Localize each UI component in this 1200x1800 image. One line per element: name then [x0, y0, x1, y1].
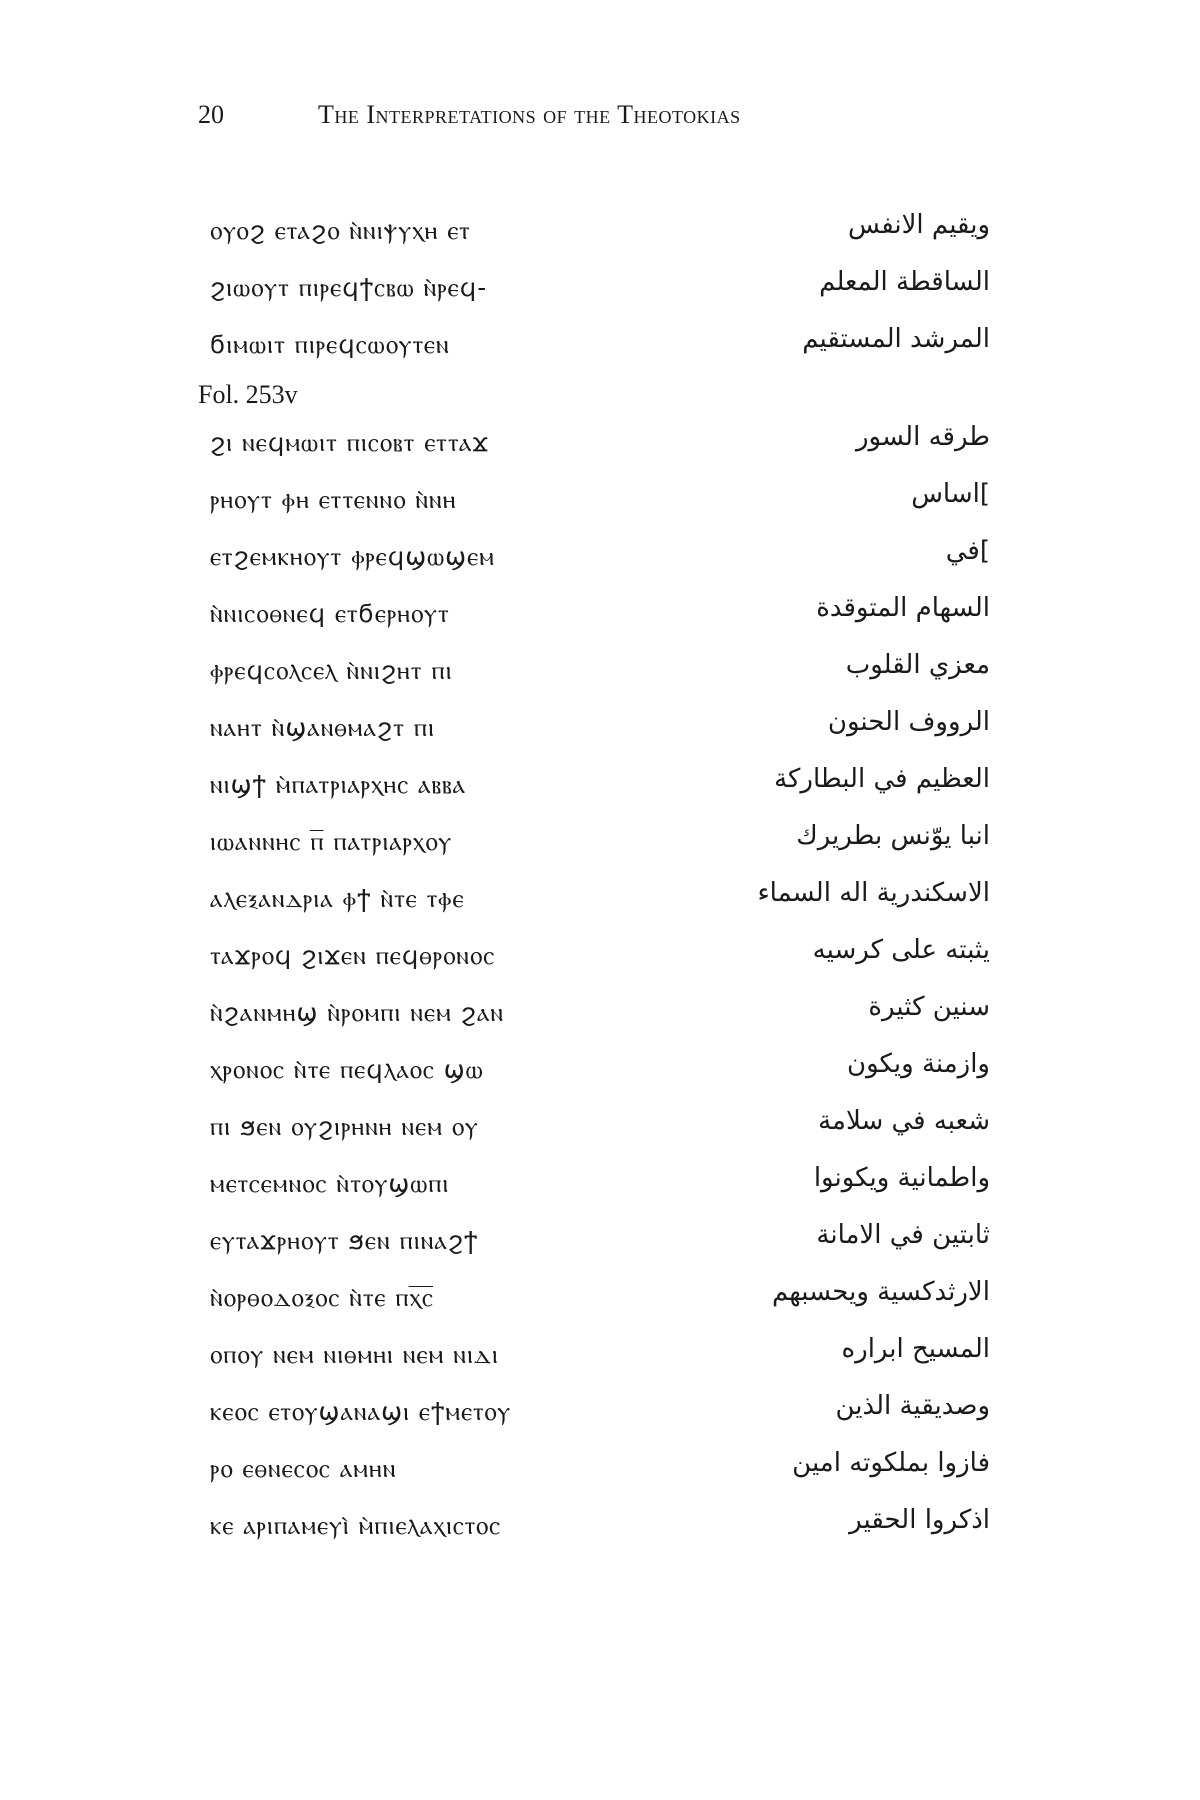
coptic-text: ϩⲓⲱⲟⲩⲧ ⲡⲓⲣⲉϥϯⲥⲃⲱ ⲛ̀ⲣⲉϥ-	[210, 273, 488, 302]
coptic-text: ⲣⲏⲟⲩⲧ ⲫⲏ ⲉⲧⲧⲉⲛⲛⲟ ⲛ̀ⲛⲏ	[210, 485, 457, 514]
arabic-text: الرووف الحنون	[827, 707, 990, 737]
text-line	[210, 992, 990, 1036]
arabic-text: وازمنة ويكون	[847, 1049, 990, 1079]
arabic-text: الاسكندرية اله السماء	[757, 878, 990, 908]
text-line	[210, 1277, 990, 1321]
text-line	[210, 593, 990, 637]
text-line	[210, 878, 990, 922]
text-line	[210, 1049, 990, 1093]
coptic-text: ⲟⲡⲟⲩ ⲛⲉⲙ ⲛⲓⲑⲙⲏⲓ ⲛⲉⲙ ⲛⲓⲇⲓ	[210, 1340, 499, 1369]
coptic-text: ϩⲓ ⲛⲉϥⲙⲱⲓⲧ ⲡⲓⲥⲟⲃⲧ ⲉⲧⲧⲁϫ	[210, 428, 490, 457]
coptic-text: ⲣⲟ ⲉⲑⲛⲉⲥⲟⲥ ⲁⲙⲏⲛ	[210, 1454, 397, 1483]
coptic-text: ⲛ̀ⲟⲣⲑⲟⲇⲟⲝⲟⲥ ⲛ̀ⲧⲉ ⲡⲭ̅ⲥ̅	[210, 1283, 434, 1312]
coptic-text: ⲉⲩⲧⲁϫⲣⲏⲟⲩⲧ ϧⲉⲛ ⲡⲓⲛⲁϩϯ	[210, 1226, 479, 1255]
folio-marker: Fol. 253v	[198, 380, 298, 409]
text-line	[210, 935, 990, 979]
text-line	[210, 821, 990, 865]
arabic-text: يثبته على كرسيه	[812, 935, 990, 965]
coptic-text: ⲛⲓϣϯ ⲙ̀ⲡⲁⲧⲣⲓⲁⲣⲭⲏⲥ ⲁⲃⲃⲁ	[210, 770, 467, 799]
arabic-text: واطمانية ويكونوا	[813, 1163, 990, 1193]
arabic-text: ويقيم الانفس	[848, 210, 990, 240]
arabic-text: انبا يوّنس بطريرك	[796, 821, 990, 851]
text-line	[210, 1163, 990, 1207]
arabic-text: سنين كثيرة	[868, 992, 990, 1022]
text-line	[210, 764, 990, 808]
coptic-text: ⲉⲧϩⲉⲙⲕⲏⲟⲩⲧ ⲫⲣⲉϥϣⲱϣⲉⲙ	[210, 542, 495, 571]
arabic-text: المسيح ابراره	[841, 1334, 990, 1364]
arabic-text: العظيم في البطاركة	[774, 764, 990, 794]
coptic-text: ⲟⲩⲟϩ ⲉⲧⲁϩⲟ ⲛ̀ⲛⲓⲯⲩⲭⲏ ⲉⲧ	[210, 216, 471, 245]
text-line	[210, 1220, 990, 1264]
text-line	[210, 536, 990, 580]
arabic-text: ]اساس	[911, 479, 990, 509]
text-line	[210, 267, 990, 311]
arabic-text: ]في	[945, 536, 990, 566]
arabic-text: الارثدكسية ويحسبهم	[771, 1277, 990, 1307]
arabic-text: السهام المتوقدة	[816, 593, 990, 623]
text-line	[210, 707, 990, 751]
running-header	[0, 100, 1200, 140]
text-line	[210, 422, 990, 466]
coptic-text: ⲙⲉⲧⲥⲉⲙⲛⲟⲥ ⲛ̀ⲧⲟⲩϣⲱⲡⲓ	[210, 1169, 450, 1198]
text-line	[210, 650, 990, 694]
running-title: The Interpretations of the Theotokias	[318, 100, 741, 129]
arabic-text: ثابتين في الامانة	[816, 1220, 990, 1250]
text-line	[210, 324, 990, 368]
coptic-text: ⲫⲣⲉϥⲥⲟⲗⲥⲉⲗ ⲛ̀ⲛⲓϩⲏⲧ ⲡⲓ	[210, 656, 453, 685]
coptic-text: ⲭⲣⲟⲛⲟⲥ ⲛ̀ⲧⲉ ⲡⲉϥⲗⲁⲟⲥ ϣⲱ	[210, 1055, 484, 1084]
text-line	[210, 1334, 990, 1378]
arabic-text: المرشد المستقيم	[802, 324, 990, 354]
arabic-text: طرقه السور	[856, 422, 990, 452]
coptic-text: ⲕⲉ ⲁⲣⲓⲡⲁⲙⲉⲩⲓ̀ ⲙ̀ⲡⲓⲉⲗⲁⲭⲓⲥⲧⲟⲥ	[210, 1511, 502, 1540]
coptic-text: ⲕⲉⲟⲥ ⲉⲧⲟⲩϣⲁⲛⲁϣⲓ ⲉϯⲙⲉⲧⲟⲩ	[210, 1397, 512, 1426]
coptic-text: ⲁⲗⲉⲝⲁⲛⲇⲣⲓⲁ ⲫϯ ⲛ̀ⲧⲉ ⲧⲫⲉ	[210, 884, 465, 913]
coptic-text: ⲛ̀ϩⲁⲛⲙⲏϣ ⲛ̀ⲣⲟⲙⲡⲓ ⲛⲉⲙ ϩⲁⲛ	[210, 998, 505, 1027]
text-line	[210, 210, 990, 254]
coptic-text: ⲓⲱⲁⲛⲛⲏⲥ ⲡ̅ ⲡⲁⲧⲣⲓⲁⲣⲭⲟⲩ	[210, 827, 453, 856]
coptic-text: ⲡⲓ ϧⲉⲛ ⲟⲩϩⲓⲣⲏⲛⲏ ⲛⲉⲙ ⲟⲩ	[210, 1112, 479, 1141]
coptic-text: ϭⲓⲙⲱⲓⲧ ⲡⲓⲣⲉϥⲥⲱⲟⲩⲧⲉⲛ	[210, 330, 450, 359]
arabic-text: شعبه في سلامة	[818, 1106, 990, 1136]
arabic-text: معزي القلوب	[845, 650, 990, 680]
arabic-text: الساقطة المعلم	[819, 267, 990, 297]
coptic-text: ⲛ̀ⲛⲓⲥⲟⲑⲛⲉϥ ⲉⲧϭⲉⲣⲏⲟⲩⲧ	[210, 599, 450, 628]
page-number: 20	[198, 100, 224, 129]
arabic-text: اذكروا الحقير	[849, 1505, 990, 1535]
text-line	[210, 479, 990, 523]
coptic-text: ⲛⲁⲏⲧ ⲛ̀ϣⲁⲛⲑⲙⲁϩⲧ ⲡⲓ	[210, 713, 435, 742]
arabic-text: وصديقية الذين	[835, 1391, 990, 1421]
text-line	[210, 1448, 990, 1492]
text-line	[210, 1106, 990, 1150]
arabic-text: فازوا بملكوته امين	[792, 1448, 990, 1478]
text-line	[210, 1505, 990, 1549]
text-line	[210, 1391, 990, 1435]
coptic-text: ⲧⲁϫⲣⲟϥ ϩⲓϫⲉⲛ ⲡⲉϥⲑⲣⲟⲛⲟⲥ	[210, 941, 496, 970]
